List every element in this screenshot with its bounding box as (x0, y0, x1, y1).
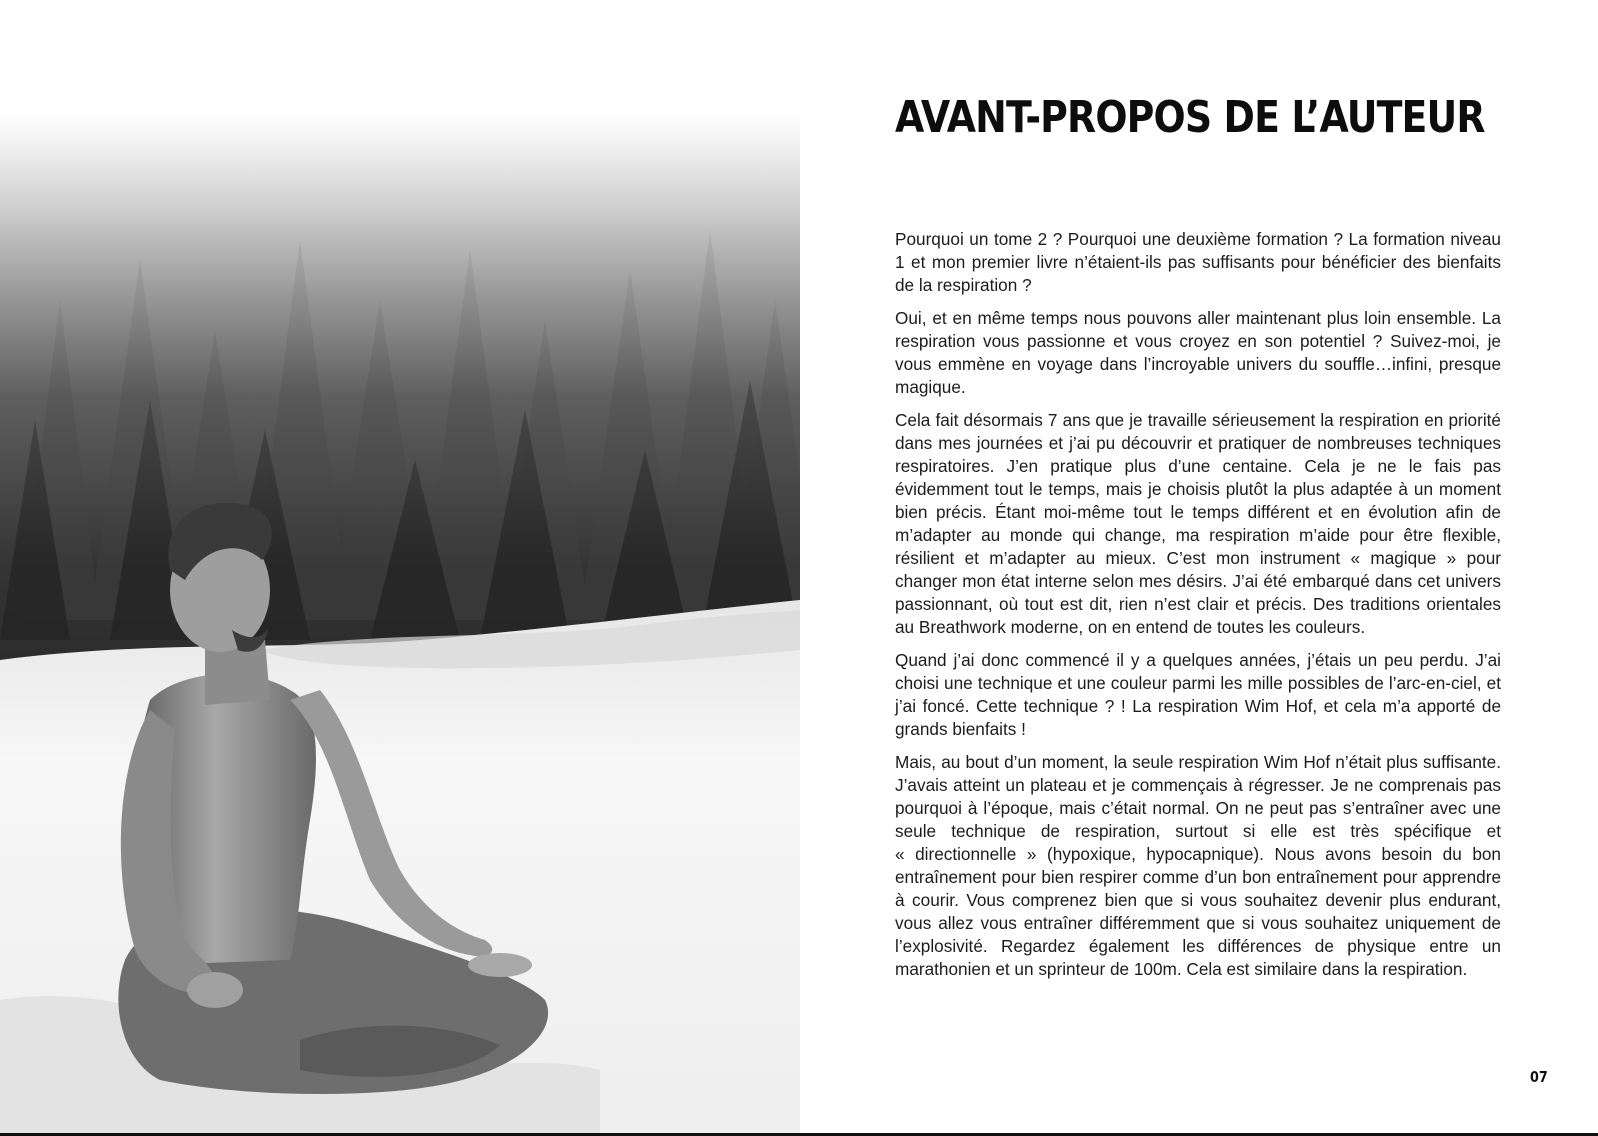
page-title: AVANT-PROPOS DE L’AUTEUR (895, 92, 1485, 143)
page-number: 07 (1530, 1068, 1548, 1086)
paragraph: Oui, et en même temps nous pouvons aller maintenant plus loin ensemble. La respiration vous passionne et vous croyez en son potentiel ? Suivez-moi, je vous emmène en voyage dans l’incroyable univers du souffle…infini, presque magique. (895, 308, 1501, 397)
paragraph: Pourquoi un tome 2 ? Pourquoi une deuxième formation ? La formation niveau 1 et mon premier livre n’étaient-ils pas suffisants pour bénéficier des bienfaits de la respiration ? (895, 229, 1501, 295)
paragraph: Quand j’ai donc commencé il y a quelques années, j’étais un peu perdu. J’ai choisi une technique et une couleur parmi les mille possibles de l’arc-en-ciel, et j’ai foncé. Cette technique ? ! La respiration Wim Hof, et cela m’a apporté de grands bienfaits ! (895, 650, 1501, 739)
meditation-in-snow-photo (0, 0, 800, 1133)
meditation-photo (0, 0, 800, 1133)
foreword-body (895, 228, 1501, 991)
paragraph: Cela fait désormais 7 ans que je travaille sérieusement la respiration en priorité dans mes journées et j’ai pu découvrir et pratiquer de nombreuses techniques respiratoires. J’en pratique plus d’une centaine. Cela je ne le fais pas évidemment tout le temps, mais je choisis plutôt la plus adaptée à un moment bien précis. Étant moi-même tout le temps différent et en évolution afin de m’adapter au monde qui change, ma respiration m’aide pour être flexible, résilient et m’adapter au mieux. C’est mon instrument « magique » pour changer mon état interne selon mes désirs. J’ai été embarqué dans cet univers passionnant, où tout est dit, rien n’est clair et précis. Des traditions orientales au Breathwork moderne, on en entend de toutes les couleurs. (895, 410, 1501, 637)
paragraph: Mais, au bout d’un moment, la seule respiration Wim Hof n’était plus suffisante. J’avais atteint un plateau et je commençais à régresser. Je ne comprenais pas pourquoi à l’époque, mais c’était normal. On ne peut pas s’entraîner avec une seule technique de respiration, surtout si elle est très spécifique et « directionnelle » (hypoxique, hypocapnique). Nous avons besoin du bon entraînement pour bien respirer comme d’un bon entraînement pour apprendre à courir. Vous comprenez bien que si vous souhaitez devenir plus endurant, vous allez vous entraîner différemment que si vous souhaitez uniquement de l’explosivité. Regardez également les différences de physique entre un marathonien et un sprinteur de 100m. Cela est similaire dans la respiration. (895, 752, 1501, 979)
